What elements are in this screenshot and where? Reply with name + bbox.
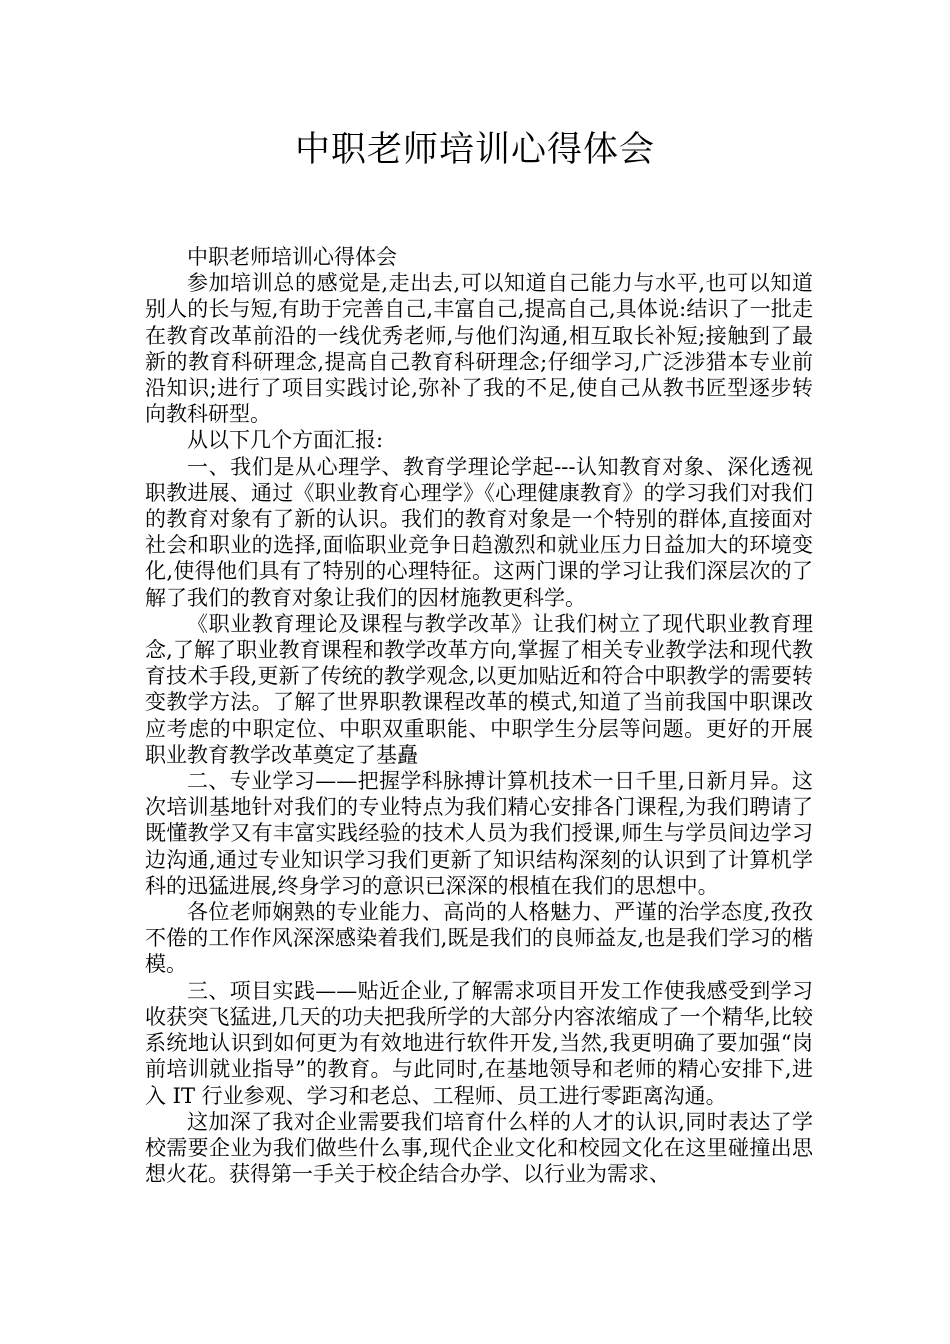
paragraph-vocational-theory: 《职业教育理论及课程与教学改革》让我们树立了现代职业教育理念,了解了职业教育课程和教学改革方向,掌握了相关专业教学法和现代教育技术手段,更新了传统的教学观念,以更加贴近和符合中职教学的需要转变教学方法。了解了世界职教课程改革的模式,知道了当前我国中职课改应考虑的中职定位、中职双重职能、中职学生分层等问题。更好的开展职业教育教学改革奠定了基矗 <box>145 611 813 767</box>
paragraph-heading: 中职老师培训心得体会 <box>187 245 397 269</box>
paragraph-section-two: 二、专业学习——把握学科脉搏计算机技术一日千里,日新月异。这次培训基地针对我们的专业特点为我们精心安排各门课程,为我们聘请了既懂教学又有丰富实践经验的技术人员为我们授课,师生与学员间边学习边沟通,通过专业知识学习我们更新了知识结构深刻的认识到了计算机学科的迅猛进展,终身学习的意识已深深的根植在我们的思想中。 <box>145 769 813 898</box>
paragraph-section-three: 三、项目实践——贴近企业,了解需求项目开发工作使我感受到学习收获突飞猛进,几天的功夫把我所学的大部分内容浓缩成了一个精华,比较系统地认识到如何更为有效地进行软件开发,当然,我更明确了要加强“岗前培训就业指导”的教育。与此同时,在基地领导和老师的精心安排下,进入 IT 行业参观、学习和老总、工程师、员工进行零距离沟通。 <box>145 978 813 1108</box>
document-title: 中职老师培训心得体会 <box>294 130 655 170</box>
paragraph-report-lead: 从以下几个方面汇报: <box>187 428 384 453</box>
paragraph-enterprise: 这加深了我对企业需要我们培育什么样的人才的认识,同时表达了学校需要企业为我们做些什么事,现代企业文化和校园文化在这里碰撞出思想火花。获得第一手关于校企结合办学、以行业为需求、 <box>145 1109 813 1187</box>
paragraph-teachers: 各位老师娴熟的专业能力、高尚的人格魅力、严谨的治学态度,孜孜不倦的工作作风深深感染着我们,既是我们的良师益友,也是我们学习的楷模。 <box>145 900 813 977</box>
paragraph-section-one: 一、我们是从心理学、教育学理论学起---认知教育对象、深化透视职教进展、通过《职业教育心理学》《心理健康教育》的学习我们对我们的教育对象有了新的认识。我们的教育对象是一个特别的群体,直接面对社会和职业的选择,面临职业竞争日趋激烈和就业压力日益加大的环境变化,使得他们具有了特别的心理特征。这两门课的学习让我们深层次的了解了我们的教育对象让我们的因材施教更科学。 <box>145 454 813 610</box>
paragraph-intro: 参加培训总的感觉是,走出去,可以知道自己能力与水平,也可以知道别人的长与短,有助于完善自己,丰富自己,提高自己,具体说:结识了一批走在教育改革前沿的一线优秀老师,与他们沟通,相互取长补短;接触到了最新的教育科研理念,提高自己教育科研理念;仔细学习,广泛涉猎本专业前沿知识;进行了项目实践讨论,弥补了我的不足,使自己从教书匠型逐步转向教科研型。 <box>145 271 813 427</box>
document-body <box>145 244 813 1187</box>
